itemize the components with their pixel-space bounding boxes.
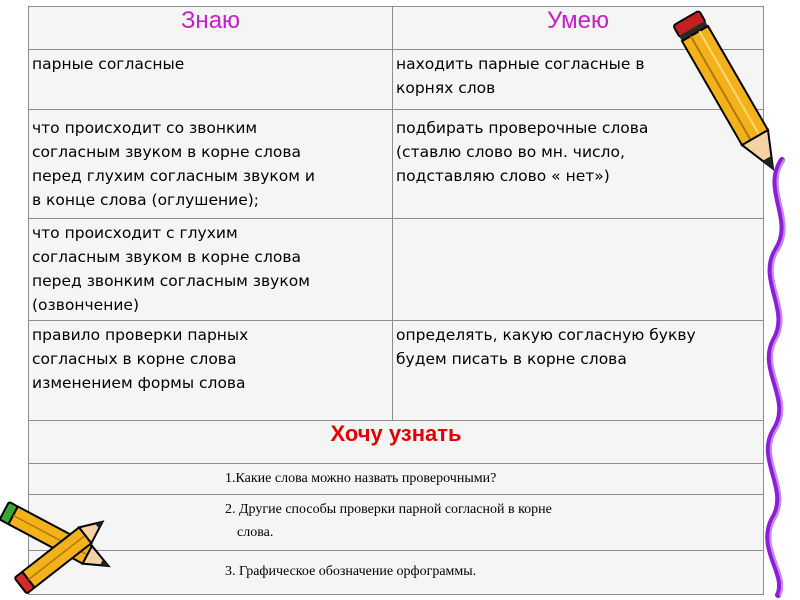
question-text-cont: слова. [237,525,274,540]
know-line: согласным звуком в корне слова [32,143,301,161]
question-text: 1.Какие слова можно назвать проверочными? [225,471,497,486]
want-title: Хочу узнать [330,421,462,446]
ribbon-swirl [752,150,800,600]
know-line: правило проверки парных [32,326,249,344]
can-line: подставляю слово « нет») [396,167,610,185]
know-line: перед глухим согласным звуком и [32,167,315,185]
question-text: 2. Другие способы проверки парной согласной в корне [225,502,552,517]
can-line: будем писать в корне слова [396,350,627,368]
know-cell [29,50,393,110]
know-line: (озвончение) [32,296,140,314]
header-know: Знаю [180,7,241,34]
know-line: в конце слова (оглушение); [32,191,260,209]
know-line: перед звонким согласным звуком [32,272,310,290]
know-line: что происходит со звонким [32,119,258,137]
can-cell [393,321,764,421]
know-line: что происходит с глухим [32,224,238,242]
can-line: корнях слов [396,79,496,97]
pencil-icon [672,0,790,192]
question-text: 3. Графическое обозначение орфограммы. [225,564,477,579]
know-line: согласным звуком в корне слова [32,248,301,266]
can-line: подбирать проверочные слова [396,119,649,137]
can-line: находить парные согласные в [396,55,645,73]
header-know-cell [29,7,393,50]
can-line: определять, какую согласную букву [396,326,696,344]
know-cell [29,110,393,219]
know-cell [29,321,393,421]
know-line: согласных в корне слова [32,350,237,368]
know-text: парные согласные [32,55,185,73]
can-line: (ставлю слово во мн. число, [396,143,625,161]
want-cell [29,421,764,464]
can-cell-empty [393,219,764,321]
header-can: Умею [546,7,609,34]
know-cell [29,219,393,321]
know-line: изменением формы слова [32,374,246,392]
pencil-icon [0,505,130,600]
